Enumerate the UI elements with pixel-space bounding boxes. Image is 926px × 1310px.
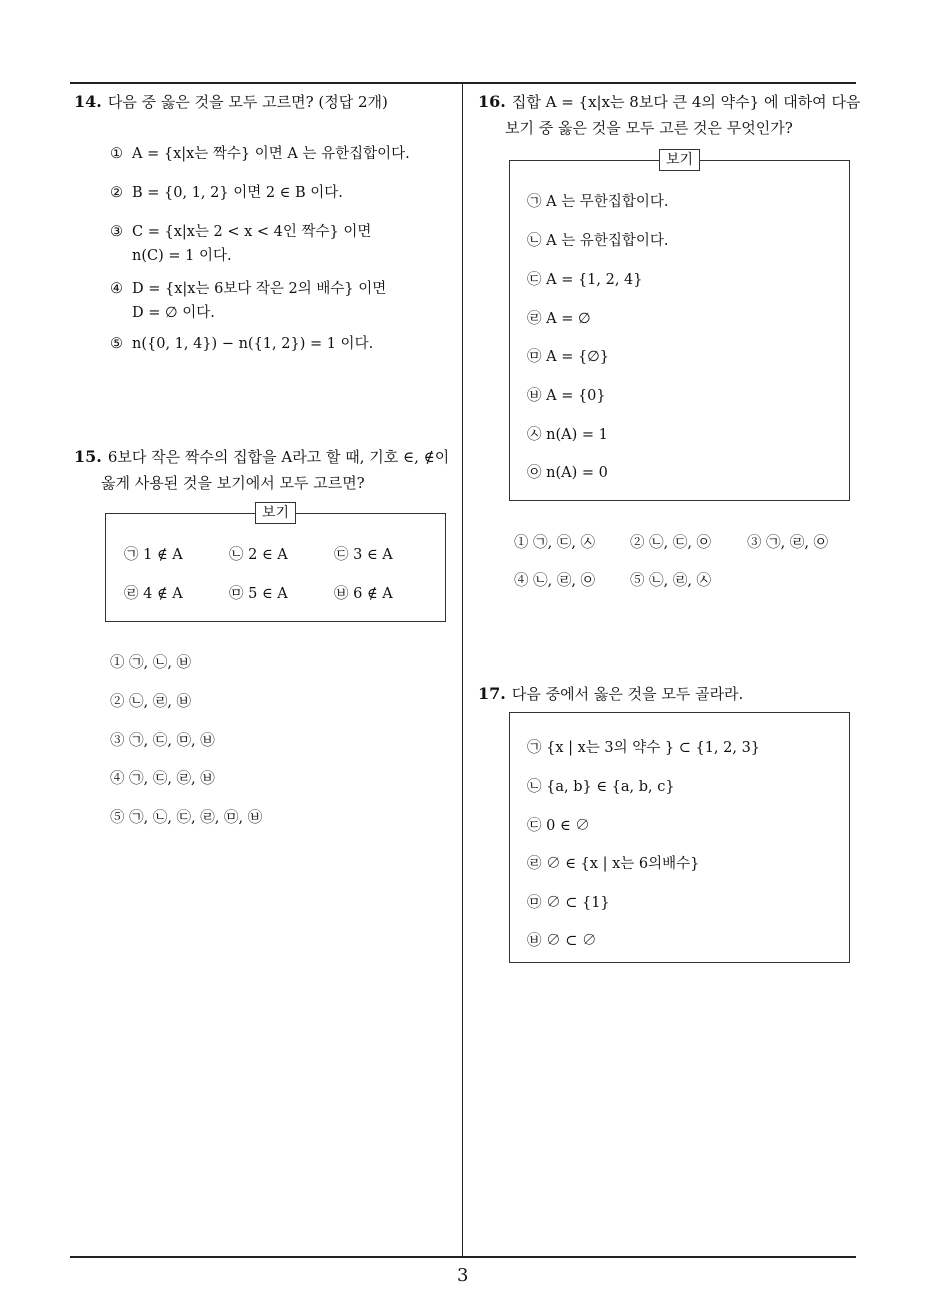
q14-option-5[interactable]: ⑤ n({0, 1, 4}) − n({1, 2}) = 1 이다.	[110, 336, 374, 352]
q17-box-item: ㉢ 0 ∈ ∅	[527, 818, 590, 834]
question-16-text-line2: 보기 중 옳은 것을 모두 고른 것은 무엇인가?	[505, 119, 793, 137]
q16-bogi-item: ㉢ A = {1, 2, 4}	[527, 272, 643, 288]
q15-option-3[interactable]: ③ ㉠, ㉢, ㉤, ㉥	[110, 733, 215, 749]
question-14-number: 14.	[74, 92, 102, 111]
q15-option-4[interactable]: ④ ㉠, ㉢, ㉣, ㉥	[110, 771, 215, 787]
question-14-text: 다음 중 옳은 것을 모두 고르면? (정답 2개)	[107, 93, 388, 111]
q17-box-item: ㉡ {a, b} ∈ {a, b, c}	[527, 779, 675, 795]
q16-option-4[interactable]: ④ ㉡, ㉣, ㉧	[514, 573, 596, 589]
q14-option-4[interactable]: ④ D = {x|x는 6보다 작은 2의 배수} 이면 D = ∅ 이다.	[110, 281, 387, 321]
q16-option-3[interactable]: ③ ㉠, ㉣, ㉧	[747, 535, 829, 551]
q16-bogi-item: ㉠ A 는 무한집합이다.	[527, 194, 669, 210]
q16-bogi-item: ㉤ A = {∅}	[527, 349, 610, 365]
q14-option-1[interactable]: ① A = {x|x는 짝수} 이면 A 는 유한집합이다.	[110, 146, 410, 162]
question-15-text-line2: 옳게 사용된 것을 보기에서 모두 고르면?	[101, 474, 365, 492]
question-17-number: 17.	[478, 684, 506, 703]
q15-option-5[interactable]: ⑤ ㉠, ㉡, ㉢, ㉣, ㉤, ㉥	[110, 810, 263, 826]
q16-option-2[interactable]: ② ㉡, ㉢, ㉧	[630, 535, 712, 551]
q16-bogi-item: ㉥ A = {0}	[527, 388, 606, 404]
q16-bogi-label: 보기	[659, 149, 700, 171]
page-number: 3	[457, 1265, 469, 1286]
q15-bogi-item: ㉥ 6 ∉ A	[334, 586, 393, 602]
q15-bogi-item: ㉣ 4 ∉ A	[124, 586, 183, 602]
q15-bogi-box	[105, 513, 446, 622]
question-16-number: 16.	[478, 92, 506, 111]
q17-box-item: ㉥ ∅ ⊂ ∅	[527, 933, 597, 949]
q16-bogi-item: ㉦ n(A) = 1	[527, 427, 608, 443]
q16-bogi-item: ㉡ A 는 유한집합이다.	[527, 233, 669, 249]
q15-option-1[interactable]: ① ㉠, ㉡, ㉥	[110, 655, 192, 671]
top-rule	[70, 82, 856, 84]
q15-bogi-label: 보기	[255, 502, 296, 524]
q16-option-1[interactable]: ① ㉠, ㉢, ㉦	[514, 535, 596, 551]
question-15-title	[74, 444, 449, 496]
question-15-text-line1: 6보다 작은 짝수의 집합을 A라고 할 때, 기호 ∈, ∉이	[107, 448, 450, 466]
bottom-rule	[70, 1256, 856, 1258]
question-16-title	[478, 89, 860, 141]
q17-box-item: ㉠ {x | x는 3의 약수 } ⊂ {1, 2, 3}	[527, 740, 761, 756]
q14-option-2[interactable]: ② B = {0, 1, 2} 이면 2 ∈ B 이다.	[110, 185, 343, 201]
q16-bogi-item: ㉧ n(A) = 0	[527, 465, 608, 481]
q15-bogi-item: ㉢ 3 ∈ A	[334, 547, 393, 563]
question-17-text: 다음 중에서 옳은 것을 모두 골라라.	[511, 685, 744, 703]
question-17-title	[478, 681, 743, 707]
q15-option-2[interactable]: ② ㉡, ㉣, ㉥	[110, 694, 192, 710]
question-15-number: 15.	[74, 447, 102, 466]
q15-bogi-item: ㉠ 1 ∉ A	[124, 547, 183, 563]
question-14-title	[74, 89, 388, 115]
q16-option-5[interactable]: ⑤ ㉡, ㉣, ㉦	[630, 573, 712, 589]
q15-bogi-item: ㉤ 5 ∈ A	[229, 586, 288, 602]
column-divider	[462, 82, 463, 1258]
q14-option-3[interactable]: ③ C = {x|x는 2 < x < 4인 짝수} 이면 n(C) = 1 이다.	[110, 224, 372, 264]
question-16-text-line1: 집합 A = {x|x는 8보다 큰 4의 약수} 에 대하여 다음	[511, 93, 861, 111]
q17-box-item: ㉤ ∅ ⊂ {1}	[527, 895, 610, 911]
q15-bogi-item: ㉡ 2 ∈ A	[229, 547, 288, 563]
q17-box-item: ㉣ ∅ ∈ {x | x는 6의배수}	[527, 856, 700, 872]
q16-bogi-item: ㉣ A = ∅	[527, 311, 591, 327]
